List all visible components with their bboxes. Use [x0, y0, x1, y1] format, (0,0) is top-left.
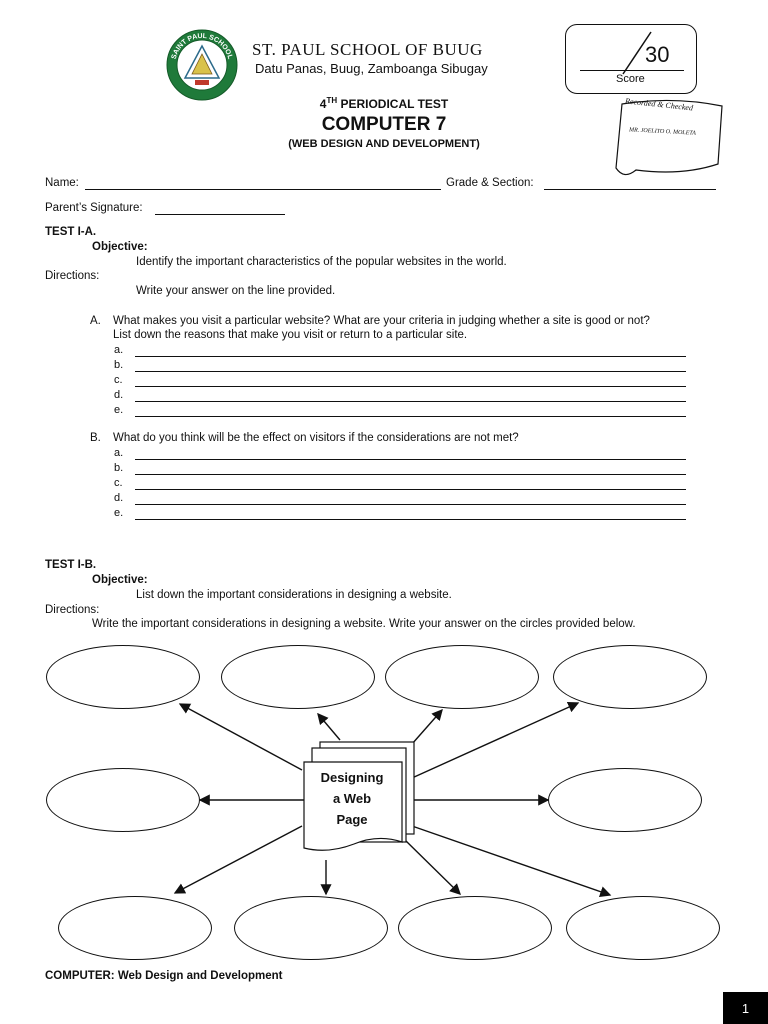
page-number: 1 [723, 992, 768, 1024]
answer-d-label: d. [114, 492, 124, 504]
name-label: Name: [45, 177, 79, 189]
answer-circle[interactable] [234, 896, 388, 960]
test-ia-title: TEST I-A. [45, 226, 97, 238]
answer-a-label: a. [114, 344, 124, 356]
answer-b-label: b. [114, 462, 124, 474]
answer-circle[interactable] [58, 896, 212, 960]
school-address: Datu Panas, Buug, Zamboanga Sibugay [255, 61, 488, 76]
answer-e-label: e. [114, 404, 124, 416]
grade-section-label: Grade & Section: [446, 177, 534, 189]
test-ib-objective-text: List down the important considerations in designing a website. [136, 589, 452, 601]
test-number-suffix: TH [326, 96, 338, 105]
answer-circle[interactable] [385, 645, 539, 709]
answer-circle[interactable] [548, 768, 702, 832]
question-a-text-1: What makes you visit a particular website? What are your criteria in judging whether a site is good or not? [113, 315, 650, 327]
answer-c-label: c. [114, 477, 123, 489]
answer-circle[interactable] [46, 645, 200, 709]
stamp-title: Recorded & Checked [624, 96, 694, 113]
answer-b-label: b. [114, 359, 124, 371]
test-ia-directions-label: Directions: [45, 270, 100, 282]
question-b-letter: B. [90, 432, 101, 444]
footer-text: COMPUTER: Web Design and Development [45, 970, 283, 982]
answer-d-label: d. [114, 389, 124, 401]
answer-c-label: c. [114, 374, 123, 386]
answer-circle[interactable] [566, 896, 720, 960]
test-ia-objective-text: Identify the important characteristics of the popular websites in the world. [136, 256, 507, 268]
test-ia-directions-text: Write your answer on the line provided. [136, 285, 336, 297]
test-ib-objective-label: Objective: [92, 574, 148, 586]
center-label-line-2: a Web [332, 791, 372, 806]
test-ib-directions-label: Directions: [45, 604, 100, 616]
score-label: Score [616, 73, 645, 85]
center-label-line-3: Page [336, 812, 368, 827]
answer-circle[interactable] [221, 645, 375, 709]
test-ib-title: TEST I-B. [45, 559, 97, 571]
subject-subtitle: (WEB DESIGN AND DEVELOPMENT) [288, 138, 480, 150]
test-ib-directions-text: Write the important considerations in designing a website. Write your answer on the circles provided below. [92, 618, 636, 630]
school-name: ST. PAUL SCHOOL OF BUUG [252, 40, 483, 59]
logo-text: SAINT PAUL SCHOOL [170, 32, 234, 61]
stamp-name: MR. JOELITO O. MOLETA [628, 127, 697, 137]
center-label [304, 767, 400, 830]
answer-circle[interactable] [46, 768, 200, 832]
center-label-line-1: Designing [320, 770, 384, 785]
question-a-text-2: List down the reasons that make you visit or return to a particular site. [113, 329, 468, 341]
answer-circle[interactable] [553, 645, 707, 709]
test-number: 4 [319, 97, 327, 111]
parent-signature-label: Parent’s Signature: [45, 202, 143, 214]
score-total: 30 [645, 42, 670, 67]
test-ia-objective-label: Objective: [92, 241, 148, 253]
test-title-text: PERIODICAL TEST [340, 97, 449, 111]
subject-title: COMPUTER 7 [321, 114, 447, 135]
answer-circle[interactable] [398, 896, 552, 960]
question-b-text: What do you think will be the effect on visitors if the considerations are not met? [113, 432, 519, 444]
answer-e-label: e. [114, 507, 124, 519]
answer-a-label: a. [114, 447, 124, 459]
question-a-letter: A. [90, 315, 101, 327]
